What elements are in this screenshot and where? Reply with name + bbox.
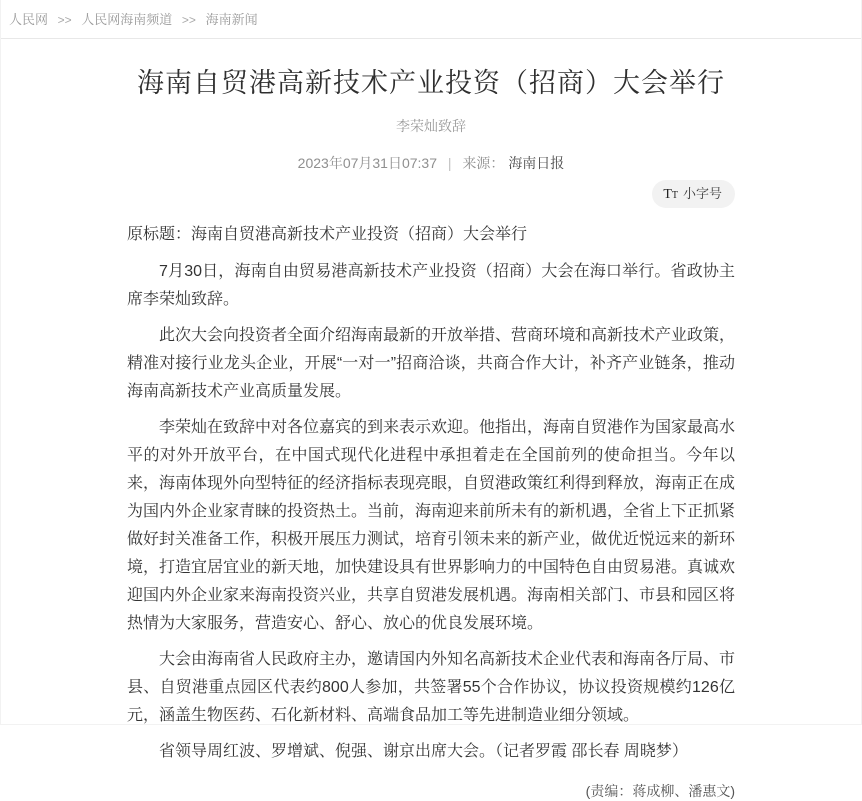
article-content <box>127 65 735 801</box>
article-subtitle: 李荣灿致辞 <box>396 118 466 134</box>
font-size-icon: TT <box>663 186 678 202</box>
small-font-button[interactable] <box>652 180 735 208</box>
small-font-button-label: 小字号 <box>682 186 722 201</box>
breadcrumb-link-hainan-news[interactable]: 海南新闻 <box>205 12 258 27</box>
original-title-text: 海南自贸港高新技术产业投资（招商）大会举行 <box>191 226 528 243</box>
breadcrumb-separator: >> <box>181 13 196 27</box>
source-link[interactable]: 海南日报 <box>508 155 565 171</box>
breadcrumb-link-hainan-channel[interactable]: 人民网海南频道 <box>81 12 173 27</box>
breadcrumb <box>1 0 861 39</box>
article-paragraph-2: 此次大会向投资者全面介绍海南最新的开放举措、营商环境和高新技术产业政策，精准对接行业龙头企业，开展“一对一”招商洽谈，共商合作大计，补齐产业链条，推动海南高新技术产业高质量发展。 <box>127 327 736 400</box>
source-label: 来源： <box>462 155 505 171</box>
article-page <box>1 0 861 801</box>
article-paragraph-3: 李荣灿在致辞中对各位嘉宾的到来表示欢迎。他指出，海南自贸港作为国家最高水平的对外开放平台，在中国式现代化进程中承担着走在全国前列的使命担当。今年以来，海南体现外向型特征的经济指标表现亮眼，自贸港政策红利得到释放，海南正在成为国内外企业家青睐的投资热土。当前，海南迎来前所未有的新机遇，全省上下正抓紧做好封关准备工作，积极开展压力测试，培育引领未来的新产业，做优近悦远来的新环境，打造宜居宜业的新天地，加快建设具有世界影响力的中国特色自由贸易港。真诚欢迎国内外企业家来海南投资兴业，共享自贸港发展机遇。海南相关部门、市县和园区将热情为大家服务，营造安心、舒心、放心的优良发展环境。 <box>127 419 736 632</box>
article-paragraph-5: 省领导周红波、罗增斌、倪强、谢京出席大会。（记者罗霞 邵长春 周晓梦） <box>159 743 688 760</box>
publish-date: 2023年07月31日07:37 <box>297 155 437 171</box>
original-title-label: 原标题： <box>127 226 192 243</box>
original-title-line <box>127 221 735 249</box>
meta-divider: | <box>447 155 452 171</box>
article-meta <box>127 153 735 173</box>
article-paragraph-4: 大会由海南省人民政府主办，邀请国内外知名高新技术企业代表和海南各厅局、市县、自贸港重点园区代表约800人参加，共签署55个合作协议，协议投资规模约126亿元，涵盖生物医药、石化新材料、高端食品加工等先进制造业细分领域。 <box>127 651 736 724</box>
page-title: 海南自贸港高新技术产业投资（招商）大会举行 <box>137 68 725 98</box>
article-paragraph-1: 7月30日，海南自由贸易港高新技术产业投资（招商）大会在海口举行。省政协主席李荣灿致辞。 <box>127 263 735 308</box>
article-body <box>127 221 735 801</box>
breadcrumb-separator: >> <box>57 13 72 27</box>
editor-note: (责编：蒋成柳、潘惠文) <box>585 783 735 799</box>
breadcrumb-link-people[interactable]: 人民网 <box>9 12 49 27</box>
font-size-toolbar <box>127 180 735 208</box>
